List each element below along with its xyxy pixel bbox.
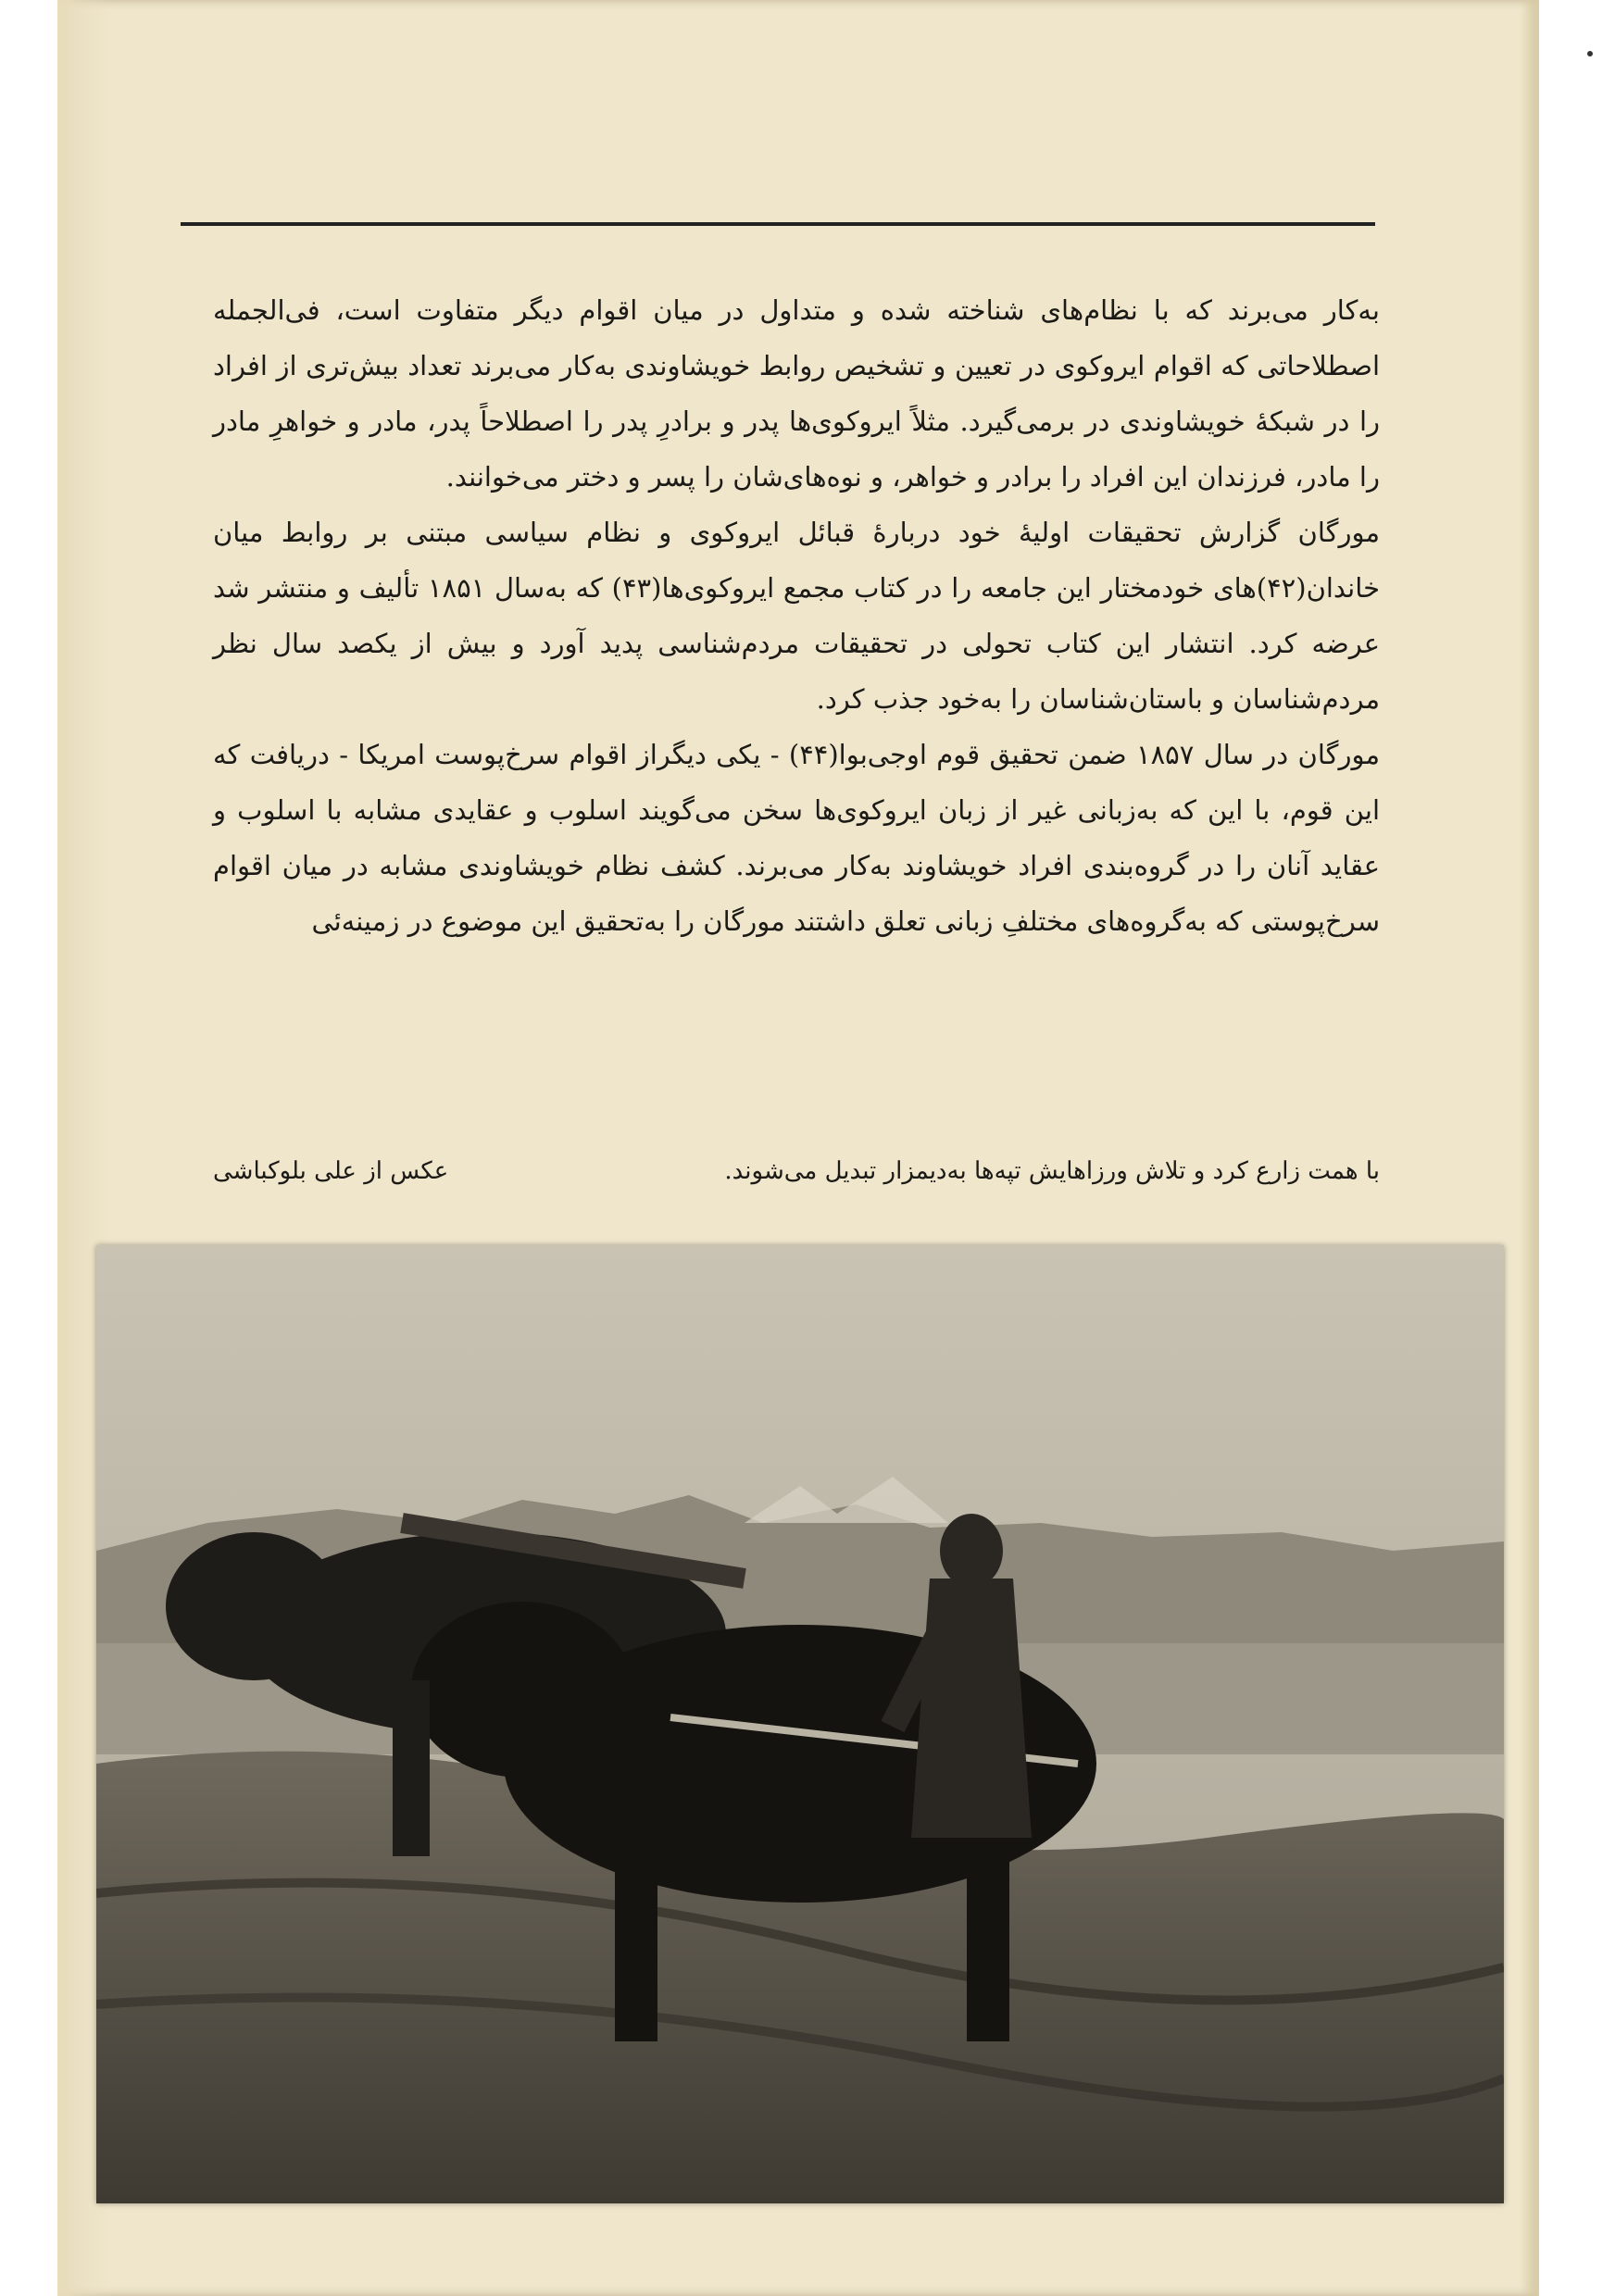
photo-caption [213, 1153, 1380, 1190]
ox-leg [393, 1680, 430, 1856]
header-rule [181, 222, 1375, 226]
ox-leg [615, 1838, 657, 2041]
body-text [213, 282, 1380, 949]
farmer-head [940, 1514, 1003, 1588]
photograph-farmer-plowing-with-oxen [96, 1245, 1504, 2203]
paragraph-2: مورگان گزارش تحقیقات اولیهٔ خود دربارهٔ قبائل ایروکوی و نظام سیاسی مبتنی بر روابط میان خاندان(۴۲)های خودمختار این جامعه را در کتاب مجمع ایروکوی‌ها(۴۳) که به‌سال ۱۸۵۱ تألیف و منتشر شد عرضه کرد. انتشار این کتاب تحولی در تحقیقات مردم‌شناسی پدید آورد و بیش از یکصد سال نظر مردم‌شناسان و باستان‌شناسان را به‌خود جذب کرد. [213, 517, 1380, 715]
page-edge-shadow [1519, 0, 1539, 2296]
farmer-body [911, 1578, 1032, 1838]
ox-front-head [411, 1602, 633, 1778]
photo-illustration [96, 1245, 1504, 2203]
photo-credit: عکس از علی بلوکباشی [213, 1157, 449, 1185]
ox-back-head [166, 1532, 342, 1680]
page-speck [1587, 51, 1593, 56]
ox-leg [967, 1838, 1009, 2041]
caption-text: با همت زارع کرد و تلاش ورزاهایش تپه‌ها به‌دیمزار تبدیل می‌شوند. [724, 1157, 1380, 1185]
paragraph-1: به‌کار می‌برند که با نظام‌های شناخته شده و متداول در میان اقوام دیگر متفاوت است، فی‌الجمله اصطلاحاتی که اقوام ایروکوی در تعیین و تشخیص روابط خویشاوندی به‌کار می‌برند تعداد بیش‌تری از افراد را در شبکهٔ خویشاوندی در برمی‌گیرد. مثلاً ایروکوی‌ها پدر و برادرِ پدر را اصطلاحاً پدر، مادر و خواهرِ مادر را مادر، فرزندان این افراد را برادر و خواهر، و نوه‌های‌شان را پسر و دختر می‌خوانند. [213, 294, 1380, 493]
paragraph-3: مورگان در سال ۱۸۵۷ ضمن تحقیق قوم اوجی‌بوا(۴۴) - یکی دیگراز اقوام سرخ‌پوست امریکا - دریافت که این قوم، با این که به‌زبانی غیر از زبان ایروکوی‌ها سخن می‌گویند اسلوب و عقایدی مشابه با اسلوب و عقاید آنان را در گروه‌بندی افراد خویشاوند به‌کار می‌برند. کشف نظام خویشاوندی مشابه در میان اقوام سرخ‌پوستی که به‌گروه‌های مختلفِ زبانی تعلق داشتند مورگان را به‌تحقیق این موضوع در زمینه‌ئی [213, 739, 1380, 937]
